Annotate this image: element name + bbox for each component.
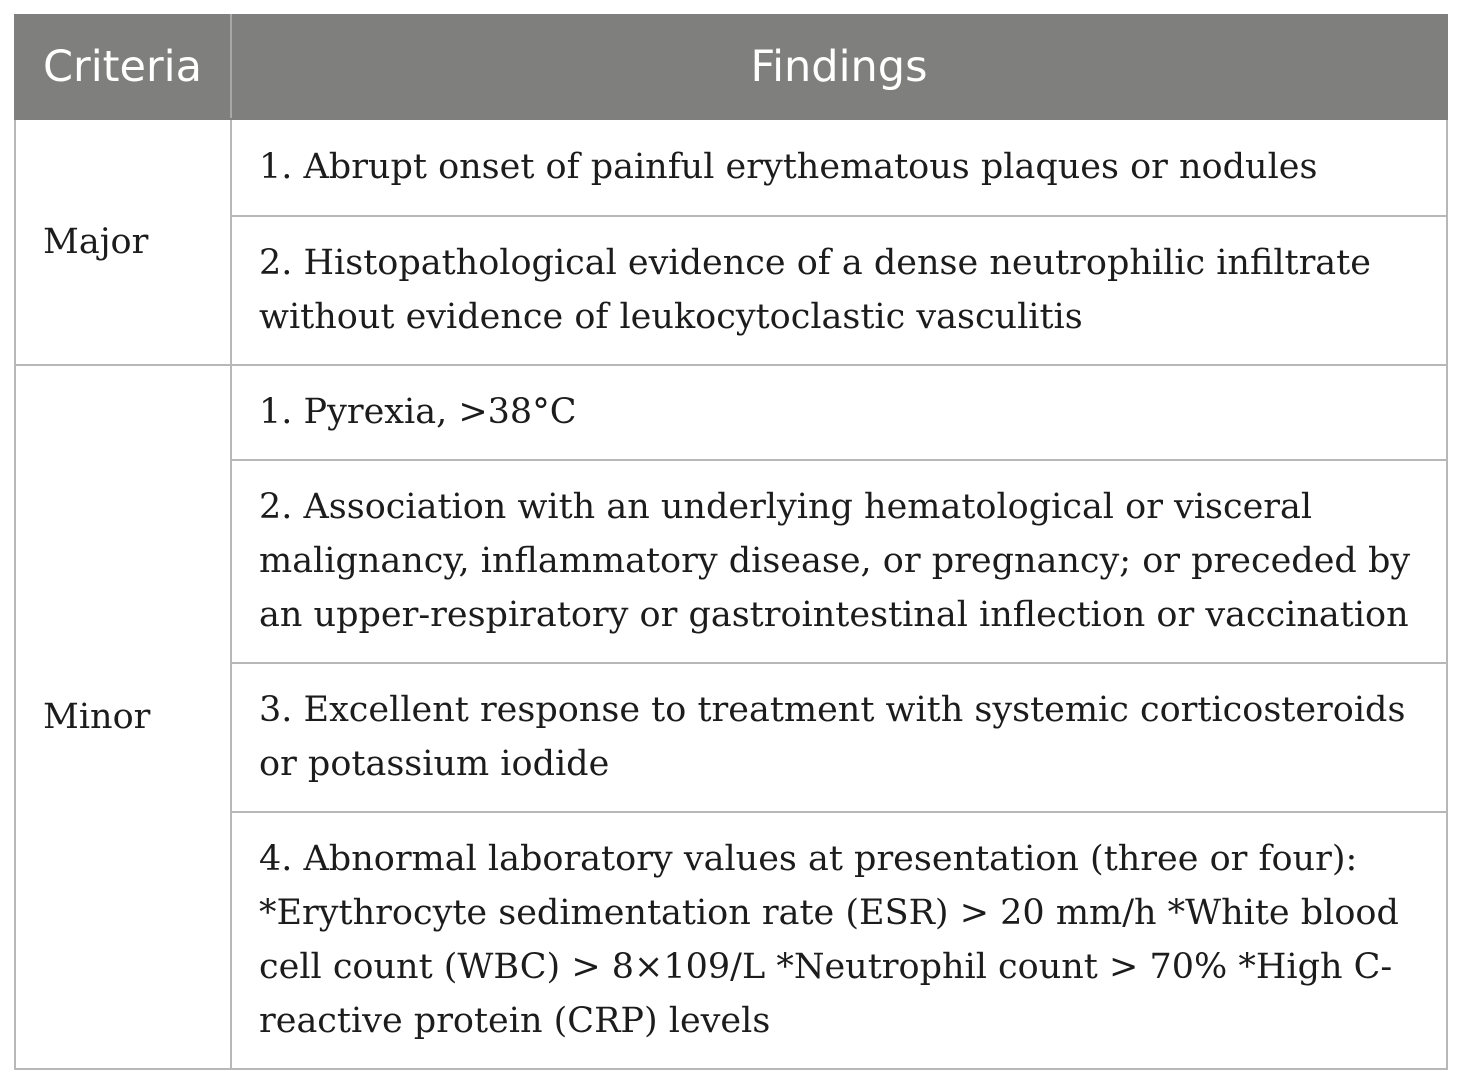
criteria-table [14, 14, 1448, 1070]
table-row [15, 119, 1447, 216]
header-criteria: Criteria [15, 15, 231, 119]
finding-cell: 2. Association with an underlying hematological or visceral malignancy, inflammatory disease, or pregnancy; or preceded by an upper-respiratory or gastrointestinal inflection or vaccination [231, 460, 1447, 663]
criteria-cell-minor: Minor [15, 365, 231, 1069]
table-header [15, 15, 1447, 119]
finding-cell: 1. Pyrexia, >38°C [231, 365, 1447, 460]
criteria-cell-major: Major [15, 119, 231, 365]
table-body [15, 119, 1447, 1069]
finding-cell: 4. Abnormal laboratory values at presentation (three or four): *Erythrocyte sedimentation rate (ESR) > 20 mm/h *White blood cell count (WBC) > 8×109/L *Neutrophil count > 70% *High C-reactive protein (CRP) levels [231, 812, 1447, 1069]
finding-cell: 1. Abrupt onset of painful erythematous plaques or nodules [231, 119, 1447, 216]
finding-cell: 3. Excellent response to treatment with systemic corticosteroids or potassium iodide [231, 663, 1447, 812]
header-findings: Findings [231, 15, 1447, 119]
finding-cell: 2. Histopathological evidence of a dense neutrophilic infiltrate without evidence of leukocytoclastic vasculitis [231, 216, 1447, 365]
header-row [15, 15, 1447, 119]
table-row [15, 365, 1447, 460]
